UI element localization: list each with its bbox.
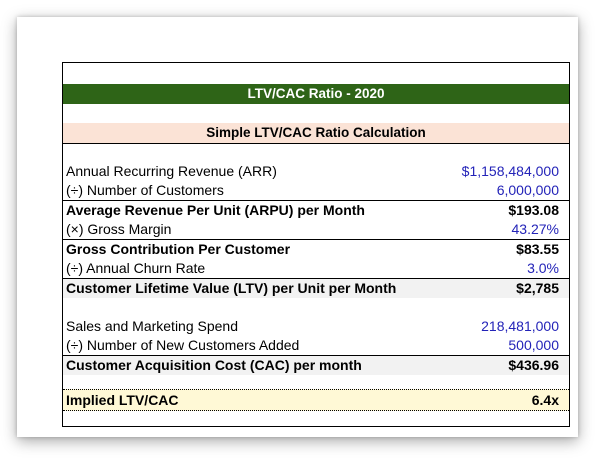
- row-cac: [63, 356, 569, 375]
- row-label: Sales and Marketing Spend: [66, 318, 238, 334]
- row-value: $83.55: [516, 241, 559, 257]
- row-label: (÷) Annual Churn Rate: [66, 260, 206, 276]
- spreadsheet: [62, 62, 570, 427]
- row-value: 500,000: [508, 337, 559, 353]
- row-gross-contribution: [63, 240, 569, 259]
- row-label: Customer Acquisition Cost (CAC) per month: [66, 357, 362, 373]
- row-ltv: [63, 279, 569, 298]
- row-label: Implied LTV/CAC: [66, 392, 179, 408]
- row-value: $2,785: [516, 280, 559, 296]
- sheet-subtitle: Simple LTV/CAC Ratio Calculation: [63, 123, 569, 144]
- row-value: 218,481,000: [481, 318, 559, 334]
- row-label: Annual Recurring Revenue (ARR): [66, 163, 277, 179]
- row-value: 6.4x: [531, 392, 559, 408]
- row-value: $1,158,484,000: [461, 163, 559, 179]
- sheet-title: LTV/CAC Ratio - 2020: [63, 84, 569, 104]
- row-value: $193.08: [508, 202, 559, 218]
- row-label: Average Revenue Per Unit (ARPU) per Month: [66, 202, 365, 218]
- row-value: 43.27%: [511, 221, 559, 237]
- row-value: 3.0%: [527, 260, 559, 276]
- row-value: $436.96: [508, 357, 559, 373]
- row-label: Customer Lifetime Value (LTV) per Unit per Month: [66, 280, 397, 296]
- row-new-customers: [63, 336, 569, 356]
- row-sm-spend: [63, 317, 569, 336]
- row-label: (×) Gross Margin: [66, 221, 172, 237]
- row-label: Gross Contribution Per Customer: [66, 241, 291, 257]
- row-gross-margin: [63, 220, 569, 240]
- row-customers: [63, 181, 569, 201]
- row-churn-rate: [63, 259, 569, 279]
- row-arr: [63, 162, 569, 181]
- row-label: (÷) Number of New Customers Added: [66, 337, 300, 353]
- row-value: 6,000,000: [496, 182, 559, 198]
- row-label: (÷) Number of Customers: [66, 182, 224, 198]
- row-arpu: [63, 201, 569, 220]
- screenshot-card: [17, 17, 578, 437]
- row-implied-ltv-cac: [63, 389, 569, 411]
